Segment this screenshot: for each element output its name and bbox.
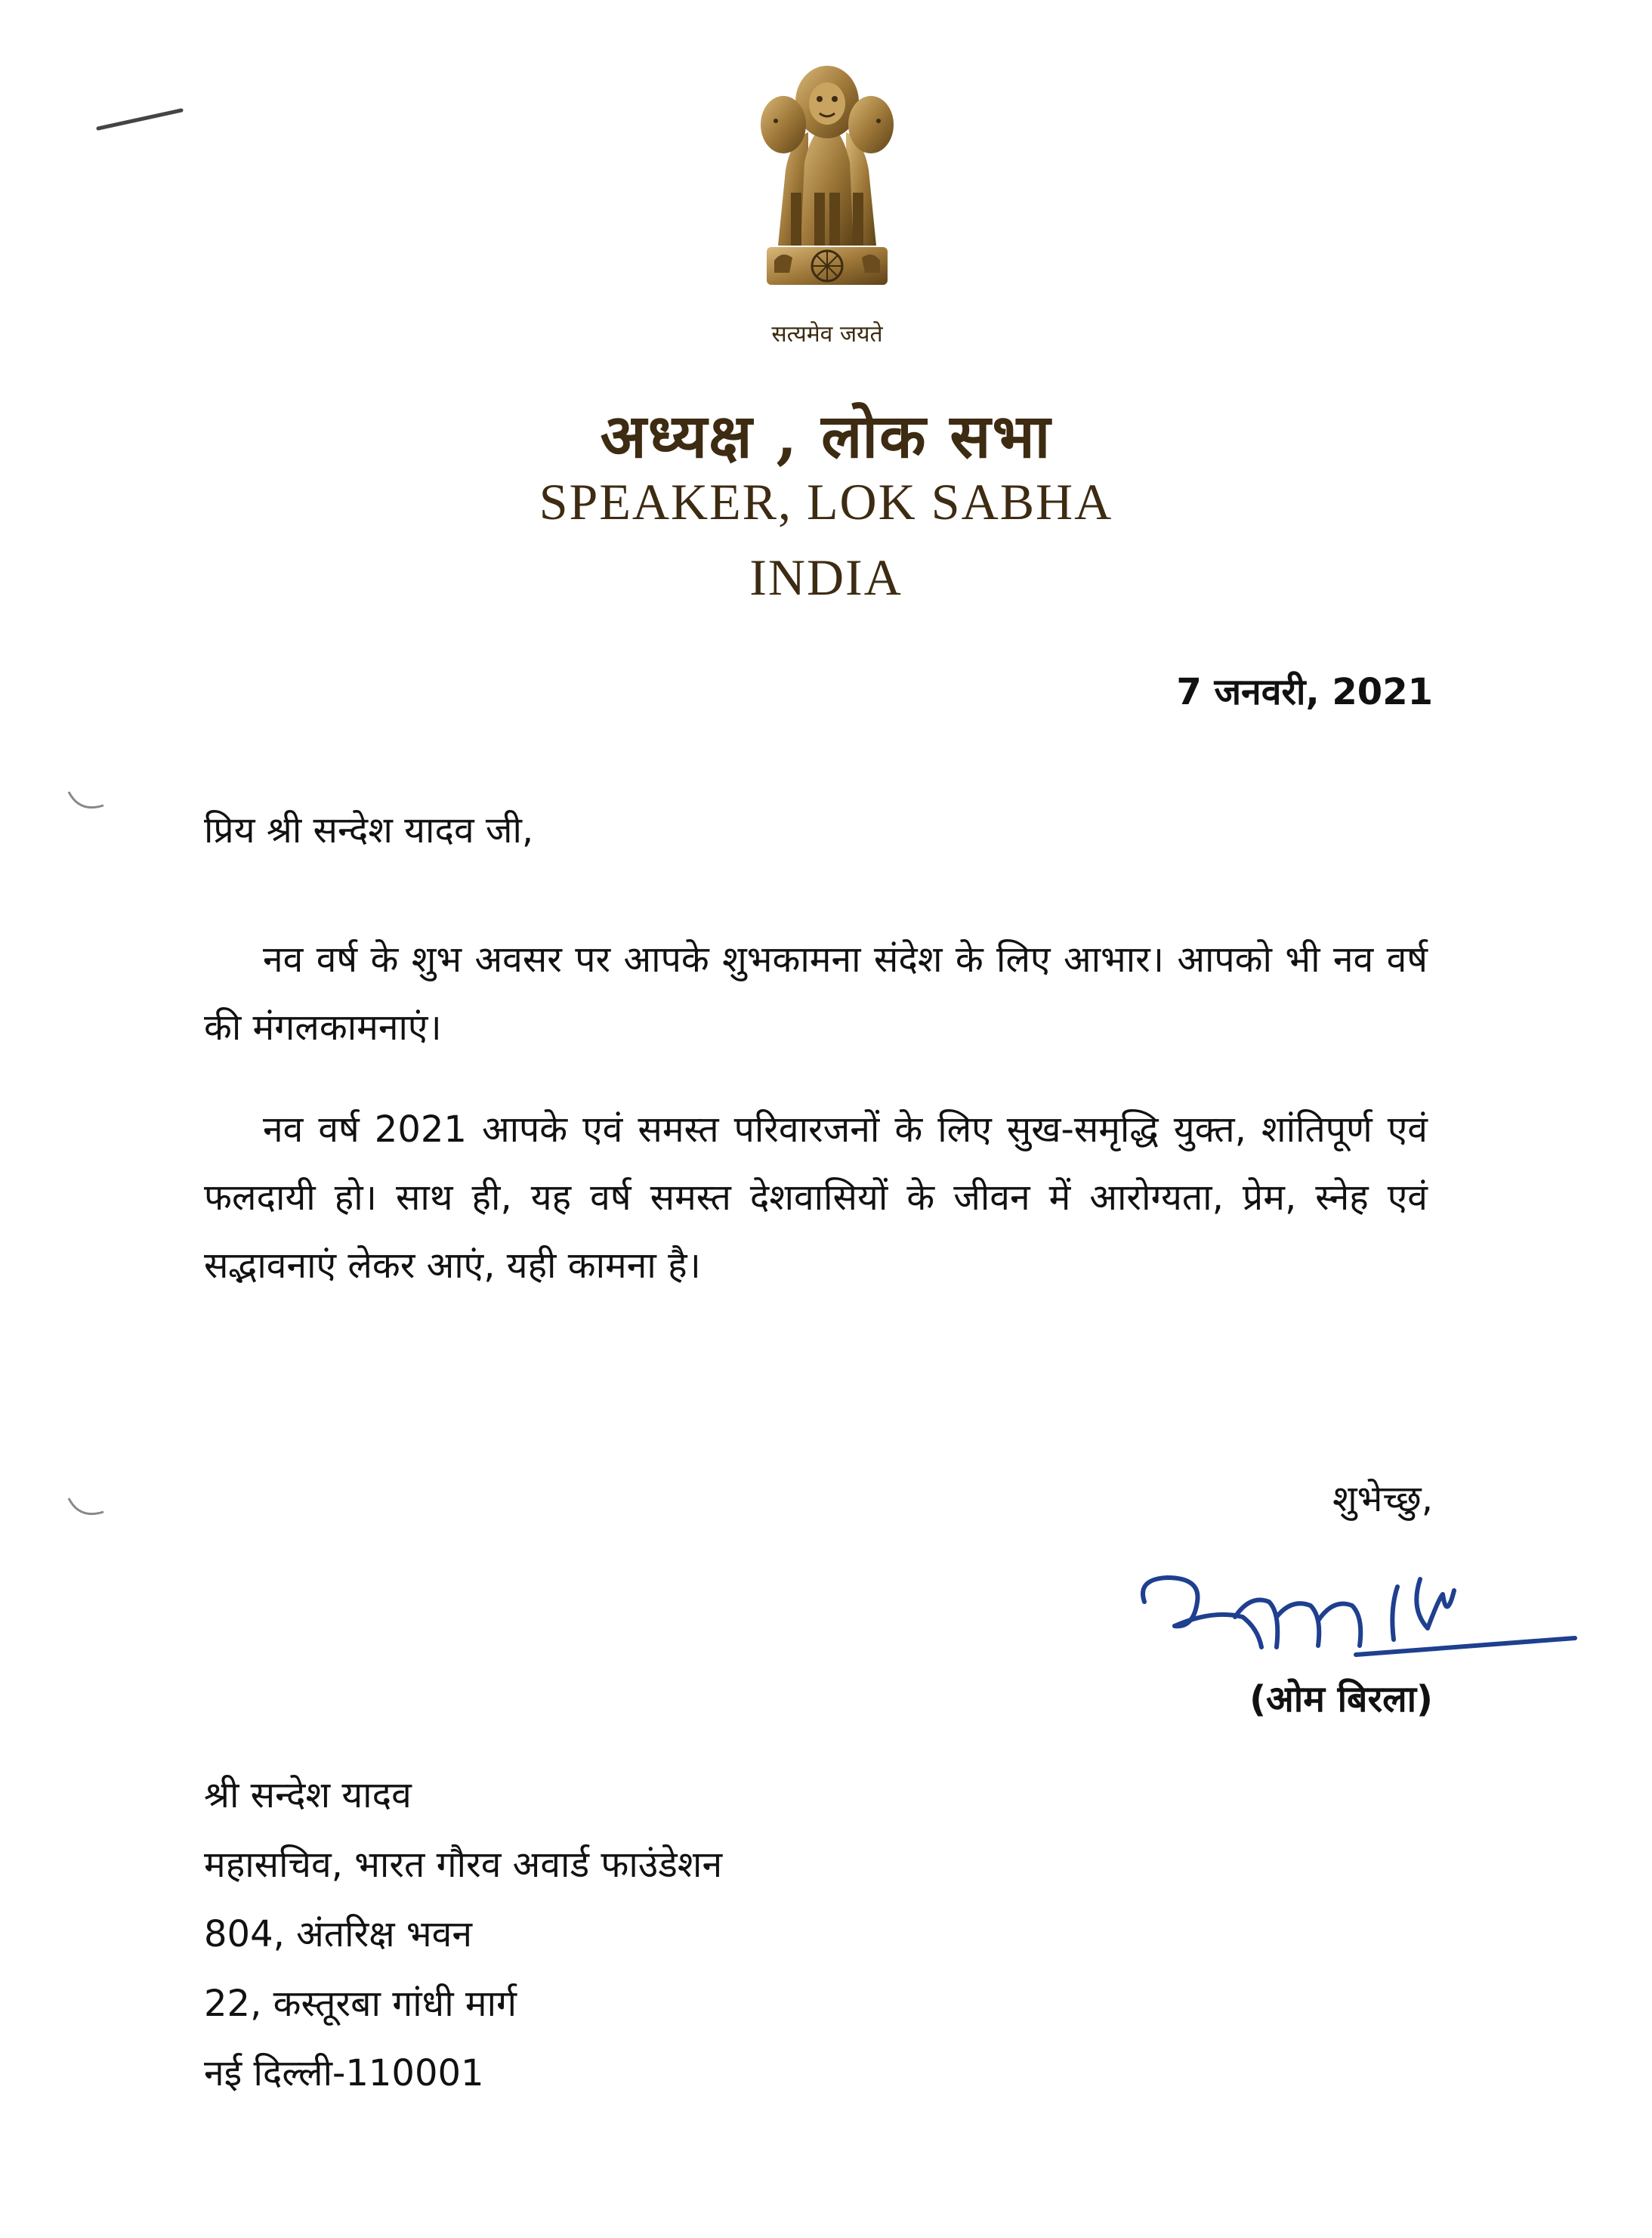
letterhead-title-hindi: अध्यक्ष , लोक सभा [600, 400, 1052, 471]
closing-text: शुभेच्छु, [1332, 1478, 1433, 1520]
body-paragraph-2: नव वर्ष 2021 आपके एवं समस्त परिवारजनों के लिए सुख-समृद्धि युक्त, शांतिपूर्ण एवं फलदायी हो। साथ ही, यह वर्ष समस्त देशवासियों के जीवन में आरोग्यता, प्रेम, स्नेह एवं सद्भावनाएं लेकर आएं, यही कामना है। [204, 1108, 1428, 1287]
handwritten-signature [1129, 1556, 1583, 1670]
recipient-designation: महासचिव, भारत गौरव अवार्ड फाउंडेशन [204, 1844, 723, 1886]
punch-hole-mark-top [64, 786, 110, 816]
recipient-address-line-1: 804, अंतरिक्ष भवन [204, 1913, 472, 1955]
letter-date: 7 जनवरी, 2021 [1176, 671, 1433, 713]
salutation: प्रिय श्री सन्देश यादव जी, [204, 809, 534, 852]
pen-stroke-mark [94, 104, 185, 134]
letterhead-country: INDIA [749, 549, 903, 606]
punch-hole-mark-bottom [64, 1492, 110, 1522]
recipient-address-line-3: नई दिल्ली-110001 [204, 2052, 484, 2094]
recipient-address-block [204, 1760, 722, 2108]
recipient-address-line-2: 22, कस्तूरबा गांधी मार्ग [204, 1983, 517, 2025]
signatory-name: (ओम बिरला) [1249, 1678, 1433, 1720]
body-paragraph-1: नव वर्ष के शुभ अवसर पर आपके शुभकामना संदेश के लिए आभार। आपको भी नव वर्ष की मंगलकामनाएं। [204, 938, 1428, 1049]
letterhead-title-english: SPEAKER, LOK SABHA [539, 473, 1113, 530]
ashoka-lion-capital-emblem-icon [736, 57, 918, 314]
national-motto: सत्यमेव जयते [771, 321, 883, 348]
recipient-name: श्री सन्देश यादव [204, 1774, 412, 1816]
